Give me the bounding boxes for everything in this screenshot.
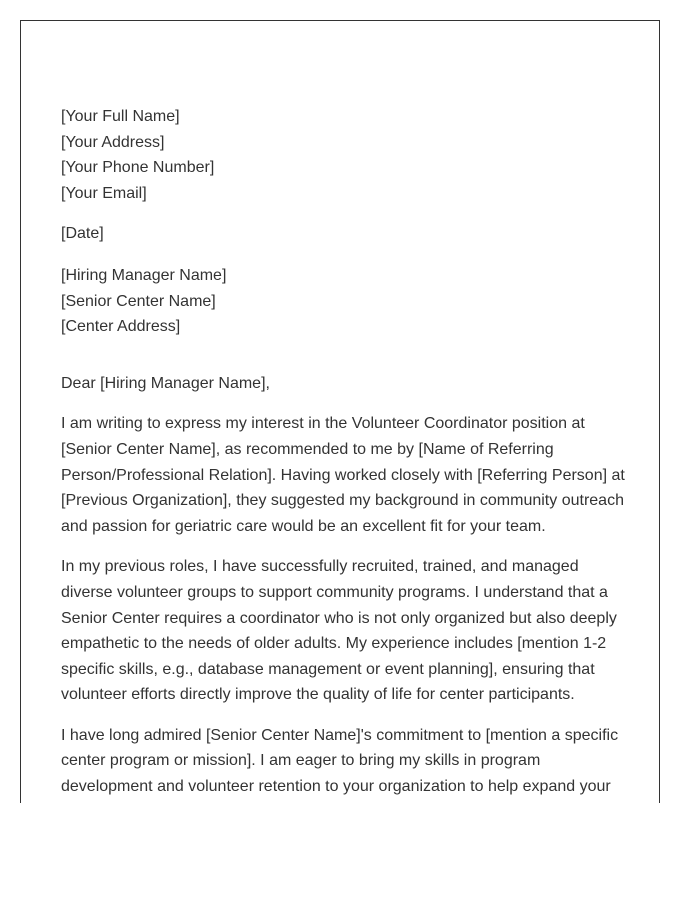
letter-page [20,20,660,803]
letter-content [61,104,631,803]
salutation: Dear [Hiring Manager Name], [61,374,270,392]
sender-block [61,104,631,206]
sender-address: [Your Address] [61,133,165,151]
body-paragraph-1: I am writing to express my interest in the Volunteer Coordinator position at [Senior Center Name], as recommended to me by [Name of Referring Person/Professional Relation]. Having worked closely with [Referring Person] at [Previous Organization], they suggested my background in community outreach and passion for geriatric care would be an excellent fit for your team. [61,415,625,535]
body-paragraph-3: I have long admired [Senior Center Name]'s commitment to [mention a specific center program or mission]. I am eager to bring my skills in program development and volunteer retention to your organization to help expand your [61,726,619,796]
recipient-center: [Senior Center Name] [61,292,216,310]
recipient-address: [Center Address] [61,318,181,336]
sender-phone: [Your Phone Number] [61,159,215,177]
date-line: [Date] [61,225,104,243]
sender-name: [Your Full Name] [61,108,180,125]
body-paragraph-2: In my previous roles, I have successfully recruited, trained, and managed diverse volunteer groups to support community programs. I understand that a Senior Center requires a coordinator who is not only organized but also deeply empathetic to the needs of older adults. My experience includes [mention 1-2 specific skills, e.g., database management or event planning], ensuring that volunteer efforts directly improve the quality of life for center participants. [61,558,617,704]
recipient-manager: [Hiring Manager Name] [61,266,227,284]
sender-email: [Your Email] [61,184,147,202]
recipient-block [61,263,631,340]
